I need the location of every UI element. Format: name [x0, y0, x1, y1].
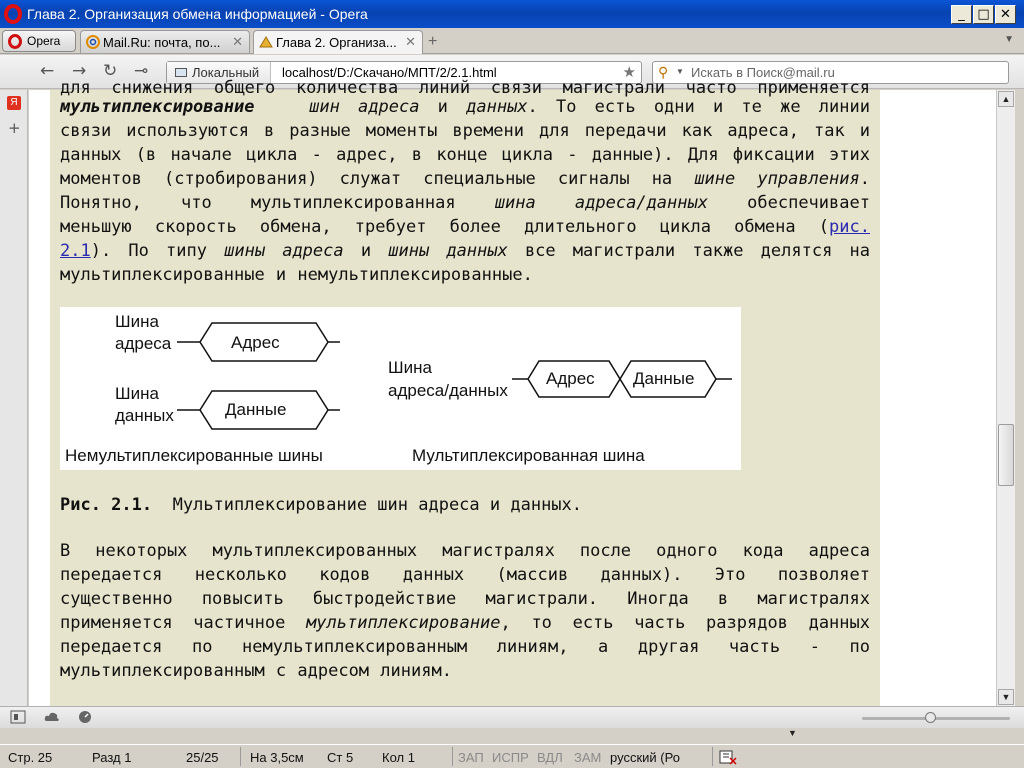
italic-term: шины данных — [388, 241, 508, 261]
cloud-icon[interactable] — [44, 710, 60, 724]
italic-term: данных — [466, 97, 528, 117]
address-cell: Адрес — [231, 333, 280, 352]
bus-diagram-figure — [60, 307, 741, 470]
back-icon[interactable]: ← — [40, 61, 55, 81]
figure-link[interactable]: 2.1 — [60, 241, 91, 261]
text-span: меньшую скорость обмена, требует более длительного цикла обмена ( — [60, 217, 830, 237]
minimize-button[interactable]: _ — [951, 5, 972, 24]
paragraph-line: передается по немультиплексированным линиям, а другая часть - по — [60, 637, 870, 657]
opera-logo-icon — [4, 4, 22, 24]
paragraph-line — [60, 191, 870, 215]
search-placeholder: Искать в Поиск@mail.ru — [691, 65, 835, 80]
window-title: Глава 2. Организация обмена информацией - Opera — [27, 6, 368, 22]
figure-link[interactable]: рис. — [829, 217, 870, 237]
paragraph-line: связи используются в разные моменты времени для передачи как адреса, так и — [60, 121, 870, 141]
url-text[interactable]: localhost/D:/Скачано/МПТ/2/2.1.html — [282, 65, 497, 80]
chevron-down-icon[interactable]: ▼ — [788, 728, 797, 738]
window-edge — [1015, 90, 1024, 706]
paragraph-line: В некоторых мультиплексированных магистралях после одного кода адреса — [60, 541, 870, 561]
data-cell: Данные — [633, 369, 695, 388]
vertical-scrollbar[interactable] — [996, 90, 1015, 706]
italic-term: шина адреса/данных — [494, 193, 708, 213]
status-pages: 25/25 — [186, 750, 219, 765]
chevron-down-icon[interactable]: ▼ — [676, 67, 684, 76]
tab-chapter2[interactable] — [253, 30, 423, 54]
text-span: применяется частичное — [60, 613, 286, 633]
status-line: Ст 5 — [327, 750, 354, 765]
caption-number: Рис. 2.1. — [60, 495, 153, 515]
sidebar-panel — [0, 90, 28, 706]
text-span: . То есть одни и те же линии — [527, 97, 870, 117]
word-status-bar — [0, 744, 1024, 768]
figure-subcaption: Немультиплексированные шины — [65, 446, 323, 465]
text-span: все магистрали также делятся на — [524, 241, 870, 261]
italic-term: шине управления — [694, 169, 860, 189]
zoom-slider[interactable] — [862, 717, 1010, 720]
text-span: , то есть часть разрядов данных — [500, 613, 870, 633]
italic-term: мультиплексирование — [306, 613, 501, 633]
status-rec[interactable]: ЗАП — [458, 750, 484, 765]
text-span: Понятно, что мультиплексированная — [60, 193, 456, 213]
paragraph-line — [60, 215, 870, 239]
document-page — [50, 78, 880, 706]
paragraph-line — [60, 611, 870, 635]
spelling-book-icon[interactable] — [718, 749, 738, 765]
bus-label: Шина — [115, 384, 159, 403]
status-position: На 3,5см — [250, 750, 304, 765]
status-column: Кол 1 — [382, 750, 415, 765]
page-viewport — [29, 78, 996, 706]
paragraph-line — [60, 239, 870, 263]
forward-icon[interactable]: → — [72, 61, 87, 81]
bookmark-star-icon[interactable]: ★ — [622, 64, 636, 81]
scroll-down-icon[interactable]: ▼ — [998, 689, 1014, 705]
bus-label: данных — [115, 406, 174, 425]
bus-label: Шина — [388, 358, 432, 377]
tab-label: Mail.Ru: почта, по... — [103, 35, 221, 50]
bus-label: Шина — [115, 312, 159, 331]
scroll-up-icon[interactable]: ▲ — [998, 91, 1014, 107]
word-toolbar-strip — [0, 728, 1024, 744]
badge-label: Локальный — [192, 65, 260, 80]
tab-mailru[interactable] — [80, 30, 250, 53]
tab-label: Глава 2. Организа... — [276, 35, 397, 50]
paragraph-line: мультиплексированные и немультиплексированные. — [60, 265, 533, 285]
opera-menu-button[interactable] — [2, 30, 76, 52]
italic-term: шины адреса — [224, 241, 344, 261]
zoom-slider-thumb[interactable] — [925, 712, 936, 723]
status-page: Стр. 25 — [8, 750, 53, 765]
paragraph-line: существенно повысить быстродействие магистрали. Иногда в магистралях — [60, 589, 870, 609]
title-bar[interactable] — [0, 0, 1024, 28]
status-ovr[interactable]: ЗАМ — [574, 750, 602, 765]
paragraph-line: мультиплексированным с адресом линиям. — [60, 661, 452, 681]
panel-toggle-icon[interactable] — [10, 710, 26, 724]
status-ext[interactable]: ВДЛ — [537, 750, 563, 765]
paragraph-line: передается несколько кодов данных (массив данных). Это позволяет — [60, 565, 870, 585]
tab-menu-chevron-icon[interactable]: ▼ — [1004, 34, 1014, 45]
reload-icon[interactable]: ↻ — [103, 61, 118, 81]
opera-icon — [8, 34, 22, 49]
scroll-thumb[interactable] — [998, 424, 1014, 486]
status-language[interactable]: русский (Ро — [610, 750, 680, 765]
address-cell: Адрес — [546, 369, 595, 388]
paragraph-line — [60, 167, 870, 191]
paragraph-line — [60, 95, 870, 119]
bold-term: мультиплексирование — [60, 97, 255, 117]
status-trk[interactable]: ИСПР — [492, 750, 529, 765]
mailru-at-icon — [86, 35, 100, 49]
close-button[interactable]: ✕ — [995, 5, 1016, 24]
key-icon[interactable]: ⊸ — [134, 61, 149, 81]
data-cell: Данные — [225, 400, 287, 419]
new-tab-icon[interactable]: + — [428, 33, 438, 50]
search-icon[interactable]: ⚲ — [658, 64, 669, 80]
text-span: . — [859, 169, 870, 189]
bus-diagram — [60, 307, 741, 470]
tab-bar — [0, 28, 1024, 54]
yandex-icon[interactable]: Я — [7, 96, 21, 110]
figure-caption — [60, 495, 582, 515]
bus-label: адреса — [115, 334, 172, 353]
opera-menu-label: Opera — [27, 34, 61, 48]
text-span: обеспечивает — [747, 193, 870, 213]
close-tab-icon[interactable]: ✕ — [405, 34, 416, 49]
bus-label: адреса/данных — [388, 381, 508, 400]
paragraph-line: данных (в начале цикла - адрес, в конце цикла - данные). Для фиксации этих — [60, 145, 870, 165]
browser-status-strip — [0, 706, 1024, 728]
text-span: и — [437, 97, 448, 117]
speedometer-icon[interactable] — [77, 710, 93, 724]
text-span: моментов (стробирования) служат специальные сигналы на — [60, 169, 673, 189]
paragraph-line: для снижения общего количества линий связи магистрали часто применяется — [60, 78, 870, 98]
italic-term: шин адреса — [309, 97, 420, 117]
status-section: Разд 1 — [92, 750, 132, 765]
text-span: и — [360, 241, 372, 261]
close-tab-icon[interactable]: ✕ — [232, 34, 243, 49]
maximize-button[interactable]: □ — [973, 5, 994, 24]
caption-text: Мультиплексирование шин адреса и данных. — [172, 495, 583, 515]
figure-subcaption: Мультиплексированная шина — [412, 446, 645, 465]
page-icon — [259, 35, 273, 49]
add-panel-icon[interactable]: + — [8, 119, 21, 137]
text-span: ). По типу — [90, 241, 207, 261]
